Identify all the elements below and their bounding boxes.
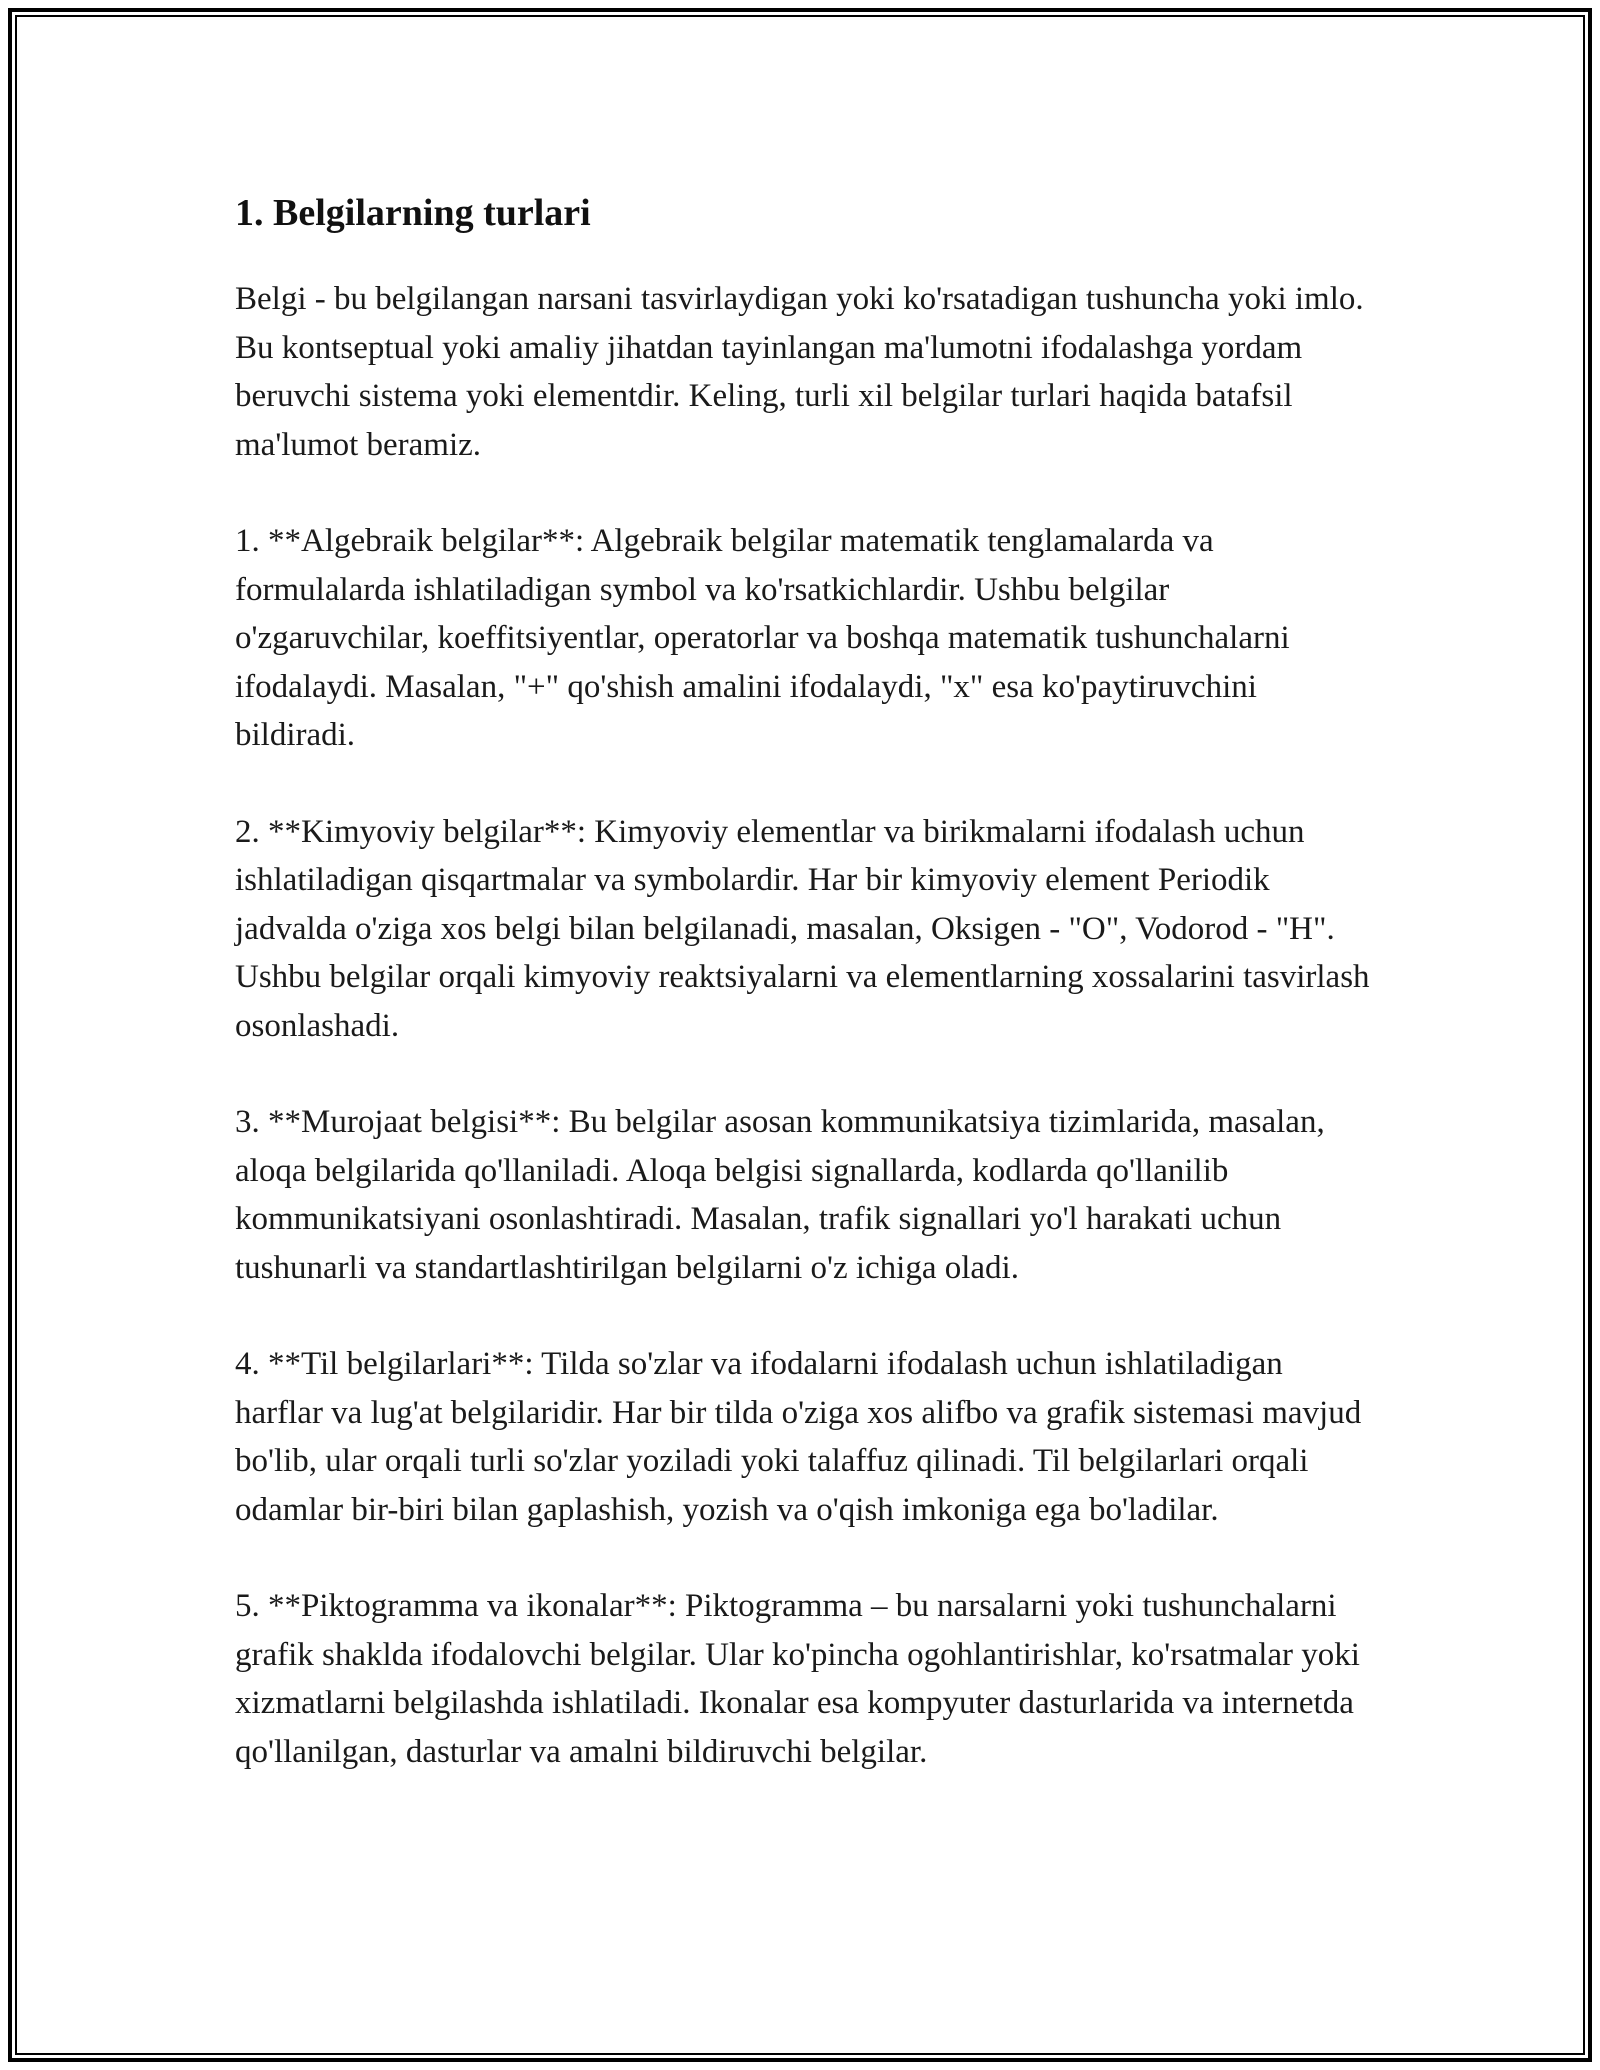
paragraph-pictograms-icons: 5. **Piktogramma va ikonalar**: Piktogramma – bu narsalarni yoki tushunchalarni grafik shaklda ifodalovchi belgilar. Ular ko'pincha ogohlantirishlar, ko'rsatmalar yoki xizmatlarni belgilashda ishlatiladi. Ikonalar esa kompyuter dasturlarida va internetda qo'llanilgan, dasturlar va amalni bildiruvchi belgilar. <box>235 1588 1360 1770</box>
document-body <box>235 185 1370 1824</box>
paragraph-communication-signs: 3. **Murojaat belgisi**: Bu belgilar asosan kommunikatsiya tizimlarida, masalan, aloqa belgilarida qo'llaniladi. Aloqa belgisi signallarda, kodlarda qo'llanilib kommunikatsiyani osonlashtiradi. Masalan, trafik signallari yo'l harakati uchun tushunarli va standartlashtirilgan belgilarni o'z ichiga oladi. <box>235 1104 1325 1286</box>
paragraph-language-signs: 4. **Til belgilarlari**: Tilda so'zlar va ifodalarni ifodalash uchun ishlatiladigan harflar va lug'at belgilaridir. Har bir tilda o'ziga xos alifbo va grafik sistemasi mavjud bo'lib, ular orqali turli so'zlar yoziladi yoki talaffuz qilinadi. Til belgilarlari orqali odamlar bir-biri bilan gaplashish, yozish va o'qish imkoniga ega bo'ladilar. <box>235 1346 1362 1528</box>
paragraph-chemical-signs: 2. **Kimyoviy belgilar**: Kimyoviy elementlar va birikmalarni ifodalash uchun ishlatiladigan qisqartmalar va symbolardir. Har bir kimyoviy element Periodik jadvalda o'ziga xos belgi bilan belgilanadi, masalan, Oksigen - "O", Vodorod - "H". Ushbu belgilar orqali kimyoviy reaktsiyalarni va elementlarning xossalarini tasvirlash osonlashadi. <box>235 813 1370 1044</box>
section-heading: 1. Belgilarning turlari <box>235 192 591 234</box>
intro-paragraph: Belgi - bu belgilangan narsani tasvirlaydigan yoki ko'rsatadigan tushuncha yoki imlo. Bu kontseptual yoki amaliy jihatdan tayinlangan ma'lumotni ifodalashga yordam beruvchi sistema yoki elementdir. Keling, turli xil belgilar turlari haqida batafsil ma'lumot beramiz. <box>235 281 1364 463</box>
paragraph-algebraic-signs: 1. **Algebraik belgilar**: Algebraik belgilar matematik tenglamalarda va formulalarda ishlatiladigan symbol va ko'rsatkichlardir. Ushbu belgilar o'zgaruvchilar, koeffitsiyentlar, operatorlar va boshqa matematik tushunchalarni ifodalaydi. Masalan, "+" qo'shish amalini ifodalaydi, "x" esa ko'paytiruvchini bildiradi. <box>235 523 1290 753</box>
